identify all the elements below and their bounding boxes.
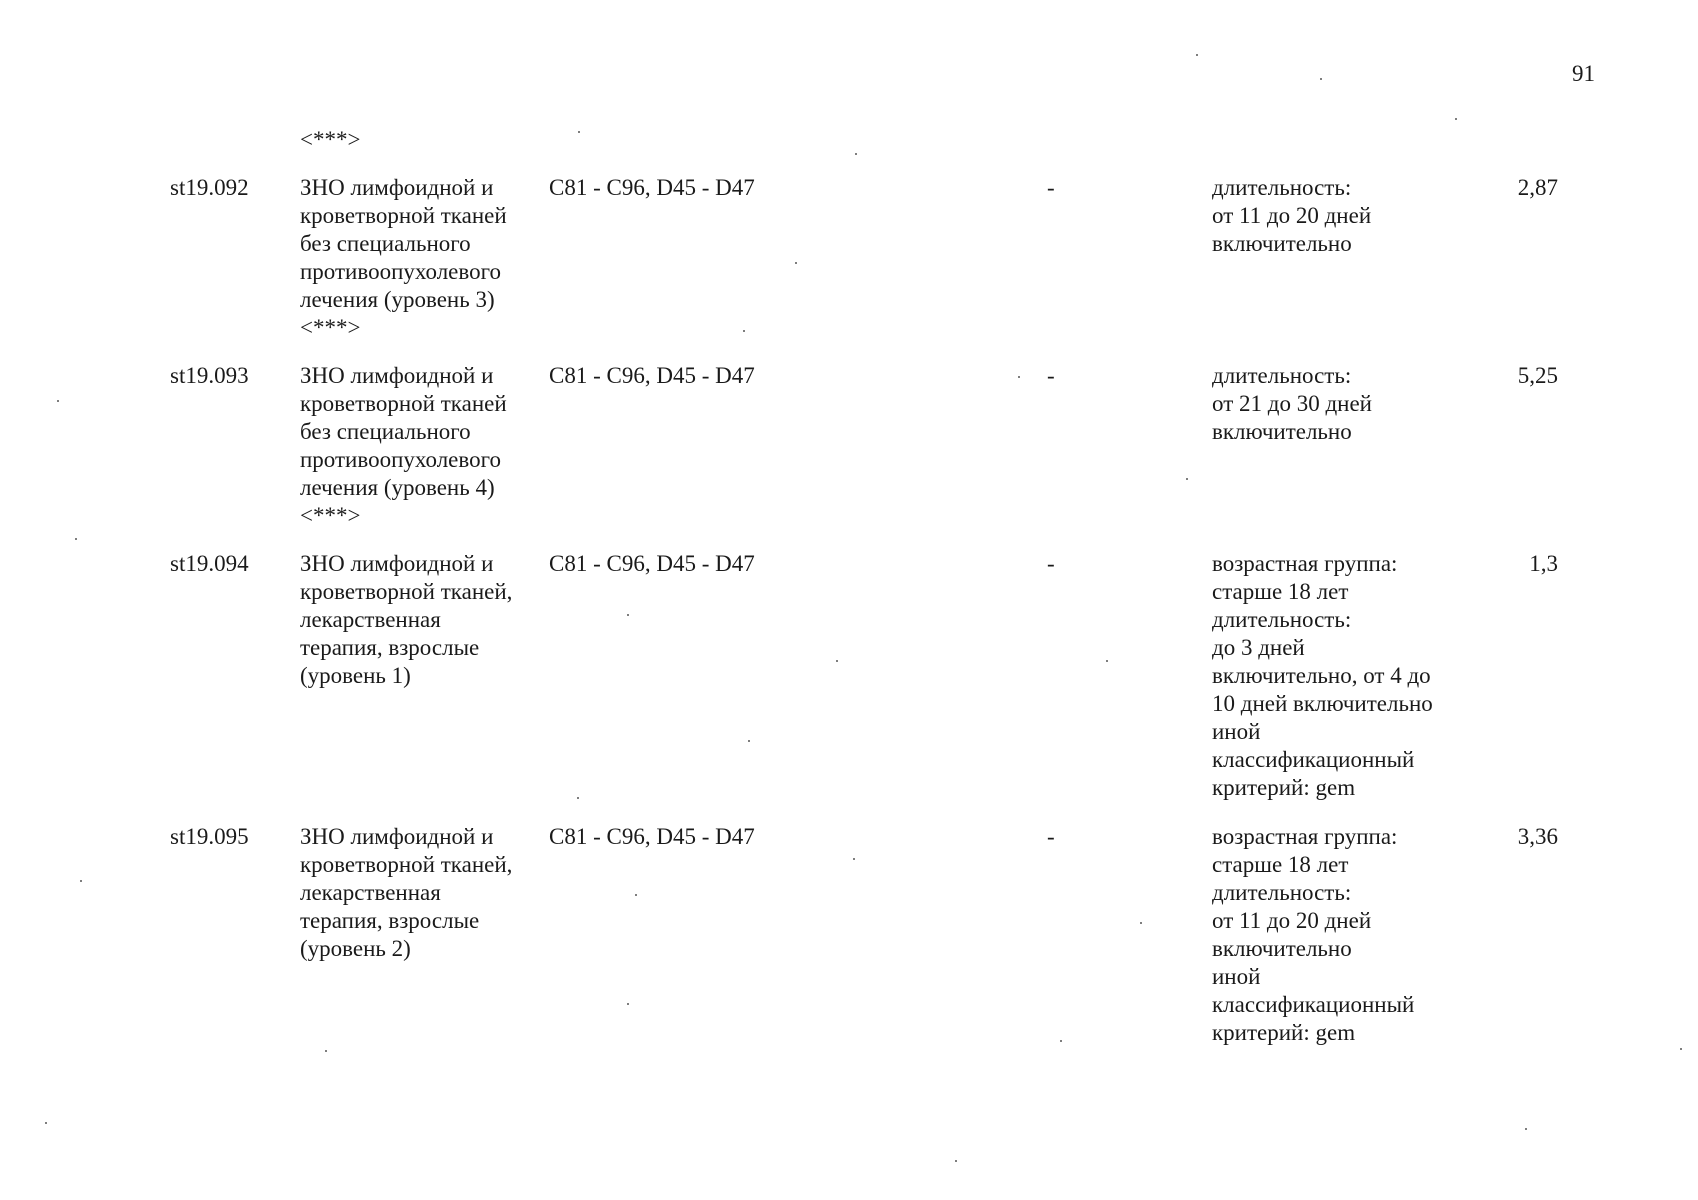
scan-speck (635, 894, 637, 896)
carryover-note: <***> (300, 127, 361, 152)
row-criteria: длительность: от 11 до 20 дней включительно (1212, 175, 1372, 256)
scan-speck (627, 1003, 629, 1005)
scan-speck (578, 131, 580, 133)
row-name: ЗНО лимфоидной и кроветворной тканей без специального противоопухолевого лечения (уровень 3) <***> (300, 175, 507, 340)
row-coefficient: 2,87 (1517, 175, 1558, 200)
scan-speck (1018, 376, 1020, 378)
row-code: st19.095 (170, 824, 249, 849)
row-icd-codes: C81 - C96, D45 - D47 (549, 175, 755, 200)
row-icd-codes: C81 - C96, D45 - D47 (549, 363, 755, 388)
scan-speck (743, 330, 745, 332)
scan-speck (855, 153, 857, 155)
scan-speck (853, 858, 855, 860)
row-criteria: возрастная группа: старше 18 лет длительность: от 11 до 20 дней включительно иной классификационный критерий: gem (1212, 824, 1415, 1045)
scan-speck (836, 660, 838, 662)
scan-speck (577, 797, 579, 799)
scan-speck (1320, 78, 1322, 80)
scan-speck (325, 1050, 327, 1052)
scan-speck (1455, 118, 1457, 120)
page-number: 91 (1572, 61, 1595, 86)
row-code: st19.092 (170, 175, 249, 200)
row-code: st19.094 (170, 551, 249, 576)
row-name: ЗНО лимфоидной и кроветворной тканей без специального противоопухолевого лечения (уровень 4) <***> (300, 363, 507, 528)
row-dash: - (1047, 363, 1055, 388)
scan-speck (795, 262, 797, 264)
row-criteria: длительность: от 21 до 30 дней включительно (1212, 363, 1372, 444)
scan-speck (57, 400, 59, 402)
row-dash: - (1047, 175, 1055, 200)
scan-speck (1196, 54, 1198, 56)
scan-speck (80, 880, 82, 882)
row-criteria: возрастная группа: старше 18 лет длительность: до 3 дней включительно, от 4 до 10 дней включительно иной классификационный критерий: gem (1212, 551, 1433, 800)
scan-speck (955, 1160, 957, 1162)
row-coefficient: 1,3 (1529, 551, 1558, 576)
row-dash: - (1047, 551, 1055, 576)
row-coefficient: 5,25 (1517, 363, 1558, 388)
scan-speck (1106, 660, 1108, 662)
row-coefficient: 3,36 (1517, 824, 1558, 849)
row-name: ЗНО лимфоидной и кроветворной тканей, лекарственная терапия, взрослые (уровень 1) (300, 551, 513, 688)
row-dash: - (1047, 824, 1055, 849)
row-icd-codes: C81 - C96, D45 - D47 (549, 551, 755, 576)
scan-speck (1140, 922, 1142, 924)
scan-speck (75, 538, 77, 540)
scan-speck (748, 740, 750, 742)
row-icd-codes: C81 - C96, D45 - D47 (549, 824, 755, 849)
scan-speck (627, 614, 629, 616)
scan-speck (1680, 1048, 1682, 1050)
row-code: st19.093 (170, 363, 249, 388)
scan-speck (1060, 1040, 1062, 1042)
row-name: ЗНО лимфоидной и кроветворной тканей, лекарственная терапия, взрослые (уровень 2) (300, 824, 513, 961)
scan-speck (1186, 478, 1188, 480)
scan-speck (1525, 1128, 1527, 1130)
scan-speck (45, 1122, 47, 1124)
